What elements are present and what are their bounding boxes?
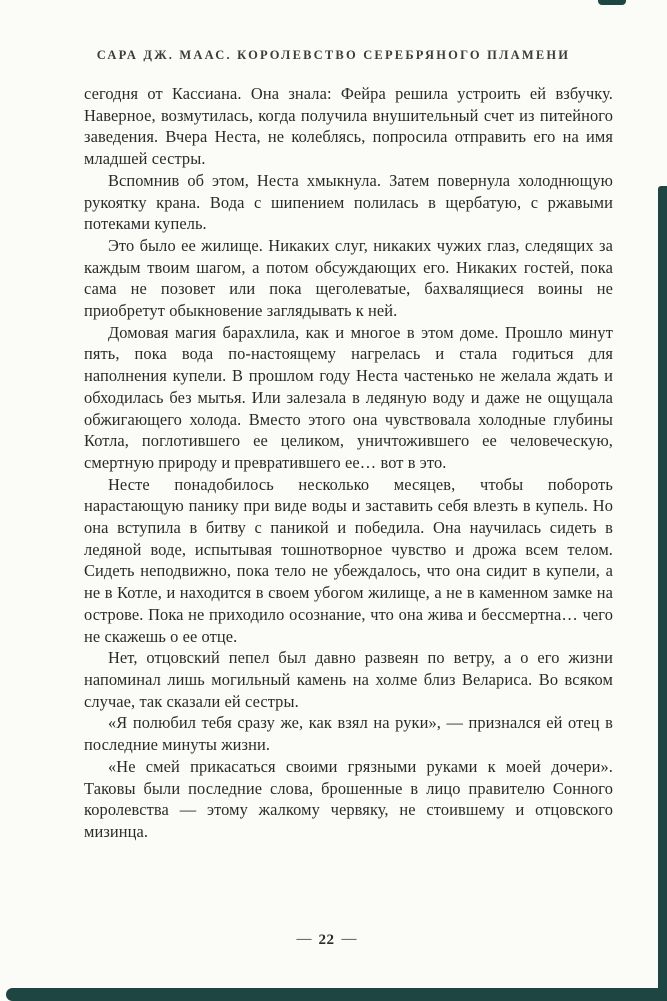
paragraph: Это было ее жилище. Никаких слуг, никаких чужих глаз, следящих за каждым твоим шагом, а потом обсуждающих его. Никаких гостей, пока сама не позовет или пока щеголеватые, бахвалящиеся воины не приобретут обыкновение заглядывать к ней.: [84, 235, 613, 321]
paragraph: Домовая магия барахлила, как и многое в этом доме. Прошло минут пять, пока вода по-настоящему нагрелась и стала годиться для наполнения купели. В прошлом году Неста частенько не желала ждать и обходилась без мытья. Или залезала в ледяную воду и даже не ощущала обжигающего холода. Вместо этого она чувствовала холодные глубины Котла, поглотившего ее целиком, уничтожившего ее человеческую, смертную природу и превратившего ее… вот в это.: [84, 322, 613, 472]
paragraph: сегодня от Кассиана. Она знала: Фейра решила устроить ей взбучку. Наверное, возмутилась, когда получила внушительный счет из питейного заведения. Вчера Неста, не колеблясь, попросила отправить его на имя младшей сестры.: [84, 84, 613, 169]
book-cover-edge-right: [658, 186, 667, 1001]
footer-dash-left: —: [296, 931, 312, 947]
paragraph: Несте понадобилось несколько месяцев, чтобы побороть нарастающую панику при виде воды и заставить себя влезть в купель. Но она вступила в битву с паникой и победила. Она научилась сидеть в ледяной воде, испытывая тошнотворное чувство и дрожа всем телом. Сидеть неподвижно, пока тело не убеждалось, что она сидит в купели, а не в Котле, и находится в своем убогом жилище, а не в каменном замке на острове. Пока не приходило осознание, что она жива и бессмертна… чего не скажешь о ее отце.: [84, 474, 613, 646]
paragraph: Нет, отцовский пепел был давно развеян по ветру, а о его жизни напоминал лишь могильный камень на холме близ Велариса. Во всяком случае, так сказали ей сестры.: [84, 648, 613, 711]
footer-dash-right: —: [341, 931, 357, 947]
page-number: 22: [318, 932, 335, 948]
running-header: САРА ДЖ. МААС. КОРОЛЕВСТВО СЕРЕБРЯНОГО ПЛАМЕНИ: [96, 48, 571, 62]
book-cover-edge-top: [598, 0, 626, 5]
paragraph: «Не смей прикасаться своими грязными руками к моей дочери». Таковы были последние слова, брошенные в лицо правителю Сонного королевства — этому жалкому червяку, не стоившему и отцовского мизинца.: [84, 756, 613, 841]
page-footer: [0, 932, 653, 949]
paragraph: Вспомнив об этом, Неста хмыкнула. Затем повернула холоднющую рукоятку крана. Вода с шипением полилась в щербатую, с ржавыми потеками купель.: [84, 170, 613, 234]
paragraph: «Я полюбил тебя сразу же, как взял на руки», — признался ей отец в последние минуты жизни.: [84, 713, 613, 755]
book-cover-edge-bottom: [6, 988, 667, 1001]
text-block: [0, 83, 667, 843]
